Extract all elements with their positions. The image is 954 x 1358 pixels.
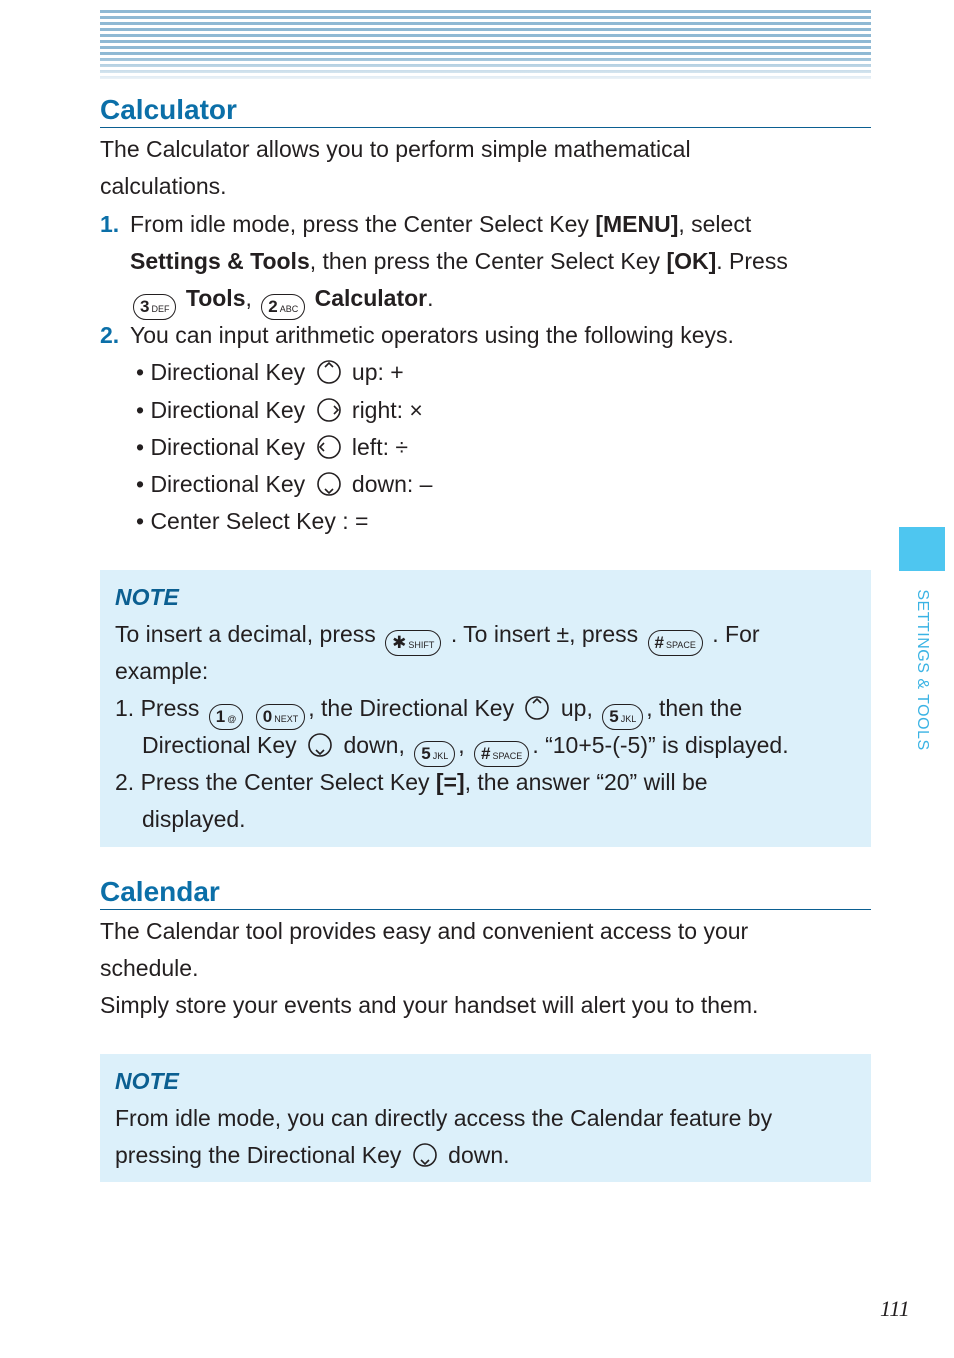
bullet-down-suffix: down: – <box>351 471 433 497</box>
step-2-text: You can input arithmetic operators using the following keys. <box>130 322 734 348</box>
bullet-right <box>136 392 423 429</box>
note-line2: example: <box>115 658 209 684</box>
bullet-up-prefix: • Directional Key <box>136 359 312 385</box>
key-star-sub: SHIFT <box>408 640 435 650</box>
calendar-p3: Simply store your events and your handset will alert you to them. <box>100 992 759 1018</box>
period: . <box>427 285 434 311</box>
calendar-note-line1: From idle mode, you can directly access the Calendar feature by <box>115 1105 773 1131</box>
ok-key-label: [OK] <box>666 248 717 274</box>
note-text: up, <box>560 695 600 721</box>
key-hash-sub: SPACE <box>492 751 523 761</box>
step-1-text-mid: , then press the Center Select Key <box>309 248 667 274</box>
section-side-label: SETTINGS & TOOLS <box>914 589 931 751</box>
key-hash-sub: SPACE <box>666 640 696 650</box>
step-1-text-end: , select <box>678 211 752 237</box>
note-line4 <box>142 727 789 767</box>
step-1-text-press: . Press <box>716 248 788 274</box>
calendar-p2: schedule. <box>100 955 199 981</box>
step-1-number: 1. <box>100 211 120 237</box>
note-title: NOTE <box>115 1068 179 1094</box>
note-line1 <box>115 616 760 656</box>
menu-key-label: [MENU] <box>595 211 679 237</box>
note-text: . To insert ±, press <box>450 621 645 647</box>
note-text: , the answer “20” will be <box>464 769 708 795</box>
directional-down-icon <box>316 471 342 497</box>
directional-down-icon <box>412 1142 438 1168</box>
key-2-letters: ABC <box>279 304 299 314</box>
key-1-digit: 1 <box>215 707 226 726</box>
equals-key-label: [=] <box>435 769 465 795</box>
step-2-number: 2. <box>100 322 120 348</box>
calculator-label: Calculator <box>314 285 428 311</box>
step-1-line2 <box>130 243 788 280</box>
note-line6: displayed. <box>142 806 246 832</box>
header-stripe-band <box>100 10 871 80</box>
bullet-down-prefix: • Directional Key <box>136 471 312 497</box>
note-text: , the Directional Key <box>308 695 521 721</box>
tools-label: Tools <box>185 285 246 311</box>
note-text: , then the <box>646 695 743 721</box>
note-line5 <box>115 764 708 801</box>
note-text: down. <box>448 1142 510 1168</box>
key-2-digit: 2 <box>268 297 278 316</box>
calendar-note-line2 <box>115 1137 510 1174</box>
note-title: NOTE <box>115 584 179 610</box>
note-text: . For <box>712 621 760 647</box>
bullet-right-suffix: right: × <box>351 397 423 423</box>
bullet-up <box>136 354 404 391</box>
calculator-intro-line2: calculations. <box>100 173 227 199</box>
bullet-center-text: • Center Select Key : = <box>136 508 369 534</box>
step-1-text: From idle mode, press the Center Select Key <box>130 211 596 237</box>
directional-left-icon <box>316 434 342 460</box>
directional-down-icon <box>307 732 333 758</box>
note-text: Directional Key <box>142 732 304 758</box>
directional-right-icon <box>316 397 342 423</box>
key-star-shift-icon <box>385 630 441 656</box>
bullet-left-suffix: left: ÷ <box>351 434 408 460</box>
key-1-sub: @ <box>227 714 237 724</box>
note-text: down, <box>343 732 412 758</box>
bullet-up-suffix: up: + <box>351 359 404 385</box>
bullet-left-prefix: • Directional Key <box>136 434 312 460</box>
note-text: pressing the Directional Key <box>115 1142 408 1168</box>
key-hash-space-icon <box>648 630 703 656</box>
key-5-sub: JKL <box>432 751 449 761</box>
step-1-line3 <box>130 280 434 320</box>
key-5-digit: 5 <box>421 744 431 763</box>
note-text: . “10+5-(-5)” is displayed. <box>532 732 789 758</box>
section-side-tab <box>899 527 945 571</box>
directional-up-icon <box>524 695 550 721</box>
comma: , <box>245 285 252 311</box>
note-text: , <box>458 732 471 758</box>
bullet-center-select <box>136 503 368 540</box>
note-text: 1. Press <box>115 695 206 721</box>
key-hash-glyph: # <box>654 633 664 652</box>
key-3-digit: 3 <box>140 297 150 316</box>
key-3-letters: DEF <box>151 304 170 314</box>
note-text: To insert a decimal, press <box>115 621 383 647</box>
key-hash-glyph: # <box>481 744 491 763</box>
page-number: 111 <box>880 1296 910 1321</box>
directional-up-icon <box>316 359 342 385</box>
key-star-glyph: ✱ <box>392 633 407 652</box>
key-5-digit: 5 <box>609 707 619 726</box>
settings-tools-label: Settings & Tools <box>130 248 310 274</box>
note-text: 2. Press the Center Select Key <box>115 769 436 795</box>
calendar-heading: Calendar <box>100 875 871 910</box>
bullet-down <box>136 466 432 503</box>
note-line3 <box>115 690 742 730</box>
calendar-note-box <box>100 1054 871 1182</box>
bullet-right-prefix: • Directional Key <box>136 397 312 423</box>
calculator-note-box <box>100 570 871 847</box>
step-1-line1 <box>130 206 751 243</box>
key-5-sub: JKL <box>620 714 637 724</box>
calculator-heading: Calculator <box>100 93 871 128</box>
key-0-sub: NEXT <box>274 714 299 724</box>
calculator-intro-line1: The Calculator allows you to perform simple mathematical <box>100 136 691 162</box>
bullet-left <box>136 429 408 466</box>
key-0-digit: 0 <box>262 707 273 726</box>
calendar-p1: The Calendar tool provides easy and convenient access to your <box>100 918 749 944</box>
